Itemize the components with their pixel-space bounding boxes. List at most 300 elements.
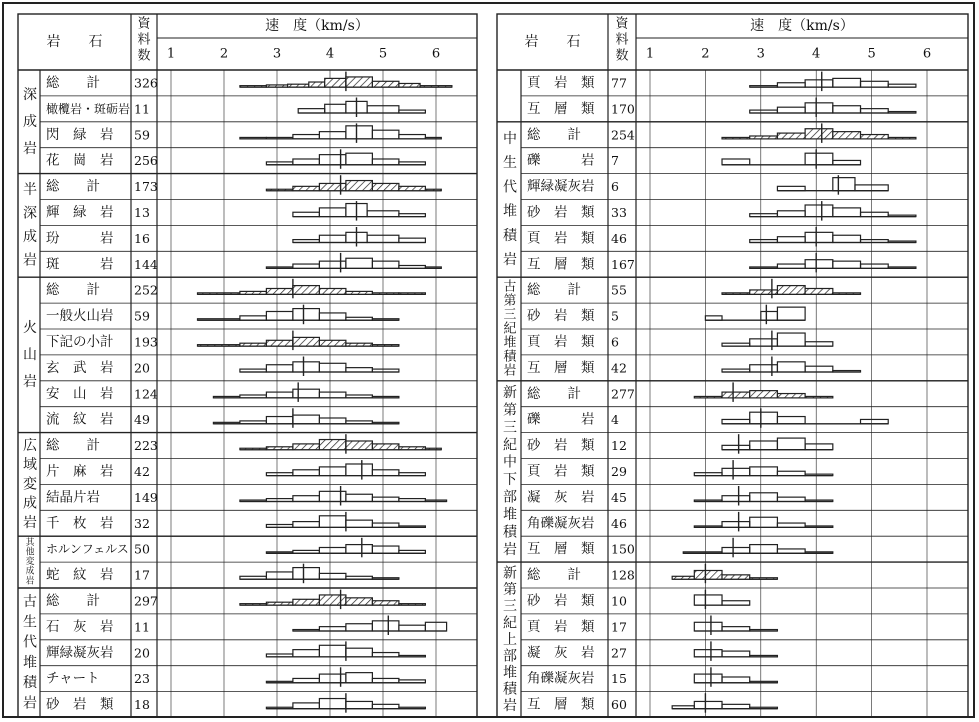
speed-axis-label: 速 度（km/s）	[265, 18, 369, 34]
histogram-bar	[319, 235, 346, 242]
histogram-bar	[240, 291, 267, 294]
count-column-header-char: 資	[615, 16, 629, 32]
x-tick-label: 3	[272, 46, 282, 62]
histogram-bar	[293, 703, 320, 709]
histogram-bar	[399, 135, 426, 139]
histogram-bar	[777, 497, 805, 501]
histogram-bar	[861, 81, 889, 87]
histogram-bar	[266, 288, 293, 294]
group-label-char: 深	[23, 205, 37, 222]
rock-name: 石 灰 岩	[46, 618, 114, 635]
group-label-char: 岩	[503, 697, 517, 714]
sample-count: 297	[134, 593, 158, 609]
rock-name: 砂 岩 類	[46, 696, 114, 713]
rock-name: 蛇 紋 岩	[46, 567, 114, 584]
group-label-char: 古	[503, 279, 517, 295]
sample-count: 5	[611, 308, 619, 324]
histogram-bar	[372, 704, 399, 708]
histogram-bar	[750, 441, 778, 450]
histogram-bar	[266, 552, 293, 553]
histogram-bar	[399, 604, 426, 605]
histogram-bar	[372, 261, 399, 268]
histogram-bar	[722, 137, 750, 138]
histogram-bar	[694, 473, 722, 476]
x-tick-label: 4	[325, 46, 335, 62]
histogram-bar	[240, 316, 267, 320]
histogram-bar	[399, 162, 426, 165]
histogram-bar	[399, 655, 426, 656]
group-label-char: 積	[503, 524, 517, 541]
rock-name: 総 計	[527, 282, 581, 299]
x-tick-label: 6	[922, 46, 932, 62]
histogram-bar	[346, 395, 373, 398]
x-tick-label: 3	[756, 46, 765, 62]
rock-name: 玢 岩	[46, 230, 114, 247]
histogram-bar	[805, 526, 833, 527]
histogram-bar	[683, 552, 722, 553]
rock-name: 総 計	[46, 592, 100, 609]
histogram-bar	[722, 445, 750, 449]
sample-count: 223	[134, 438, 158, 454]
x-tick-label: 1	[645, 46, 655, 62]
group-label-char: 其	[25, 537, 35, 548]
histogram-bar	[750, 214, 778, 217]
group-label-char: 変	[25, 557, 35, 568]
group-label-char: 岩	[23, 252, 37, 269]
rock-name: 互 層 類	[527, 696, 595, 713]
histogram-bar	[372, 470, 399, 476]
count-column-header-char: 数	[137, 48, 151, 64]
group-label-char: 堆	[503, 664, 517, 681]
histogram-bar	[399, 265, 426, 268]
histogram-bar	[694, 622, 722, 631]
histogram-bar	[777, 333, 805, 346]
histogram-bar	[694, 595, 722, 605]
group-label-char: 深	[23, 86, 37, 103]
group-label-char: 生	[503, 155, 517, 172]
group-label-char: 山	[23, 346, 37, 363]
histogram-bar	[293, 599, 320, 605]
histogram-bar	[266, 447, 293, 450]
right-table	[497, 14, 968, 716]
sample-count: 170	[611, 101, 635, 117]
histogram-bar	[750, 339, 778, 346]
group-label-char: 中	[503, 454, 517, 471]
histogram-bar	[293, 496, 320, 502]
group-label-char: 成	[25, 566, 35, 577]
rock-name: 砂 岩 類	[527, 592, 595, 609]
sample-count: 42	[611, 360, 627, 376]
histogram-bar	[346, 545, 373, 554]
histogram-bar	[888, 215, 916, 216]
histogram-bar	[266, 572, 293, 579]
x-tick-label: 2	[701, 46, 710, 62]
histogram-bar	[346, 598, 373, 605]
rock-name: 総 計	[46, 437, 100, 454]
histogram-bar	[319, 595, 346, 605]
rock-name: 頁 岩 類	[527, 618, 595, 635]
histogram-bar	[805, 232, 833, 242]
histogram-bar	[805, 342, 833, 346]
histogram-bar	[266, 311, 293, 320]
sample-count: 128	[611, 567, 635, 583]
rock-name: 一般火山岩	[46, 308, 114, 325]
rock-name: 頁 岩 類	[527, 74, 595, 91]
histogram-bar	[833, 371, 861, 372]
histogram-bar	[346, 153, 373, 165]
sample-count: 45	[611, 489, 627, 505]
histogram-bar	[372, 523, 399, 527]
histogram-bar	[750, 267, 778, 268]
histogram-bar	[319, 573, 346, 579]
histogram-bar	[293, 444, 320, 450]
histogram-bar	[325, 78, 346, 87]
histogram-bar	[750, 290, 778, 294]
group-label-char: 部	[503, 648, 517, 665]
group-label-char: 三	[503, 307, 517, 323]
histogram-bar	[266, 707, 293, 708]
histogram-bar	[777, 107, 805, 113]
rock-name: 総 計	[46, 74, 100, 91]
histogram-bar	[805, 205, 833, 217]
histogram-bar	[372, 653, 399, 657]
histogram-bar	[777, 133, 805, 139]
histogram-bar	[399, 526, 426, 527]
rock-name: 橄欖岩・斑砺岩	[46, 101, 131, 116]
rock-name: 結晶片岩	[46, 489, 100, 506]
rock-name: 角礫凝灰岩	[527, 670, 595, 687]
histogram-bar	[777, 362, 805, 372]
rock-name: 輝 緑 岩	[46, 204, 114, 221]
histogram-bar	[346, 464, 373, 476]
histogram-bar	[861, 419, 889, 423]
group-label-char: 生	[23, 614, 37, 631]
group-label-char: 積	[503, 349, 517, 365]
sample-count: 252	[134, 282, 158, 298]
sample-count: 33	[611, 204, 627, 220]
group-label-char: 堆	[23, 654, 37, 671]
histogram-bar	[266, 524, 293, 527]
histogram-bar	[777, 471, 805, 475]
rock-name: 千 枚 岩	[46, 515, 114, 532]
rock-name: 凝 灰 岩	[527, 644, 595, 661]
group-label-char: 紀	[503, 321, 517, 337]
histogram-bar	[240, 448, 267, 449]
sample-count: 42	[134, 463, 150, 479]
sample-count: 60	[611, 697, 627, 713]
sample-count: 17	[611, 619, 627, 635]
histogram-bar	[399, 680, 426, 683]
histogram-bar	[319, 467, 346, 476]
histogram-bar	[777, 417, 805, 424]
histogram-bar	[319, 183, 346, 190]
histogram-bar	[722, 369, 750, 372]
histogram-bar	[425, 137, 441, 138]
histogram-bar	[346, 701, 373, 708]
histogram-bar	[346, 317, 373, 320]
histogram-bar	[266, 340, 293, 346]
histogram-bar	[240, 604, 267, 605]
histogram-bar	[319, 288, 346, 294]
histogram-bar	[694, 570, 722, 579]
rock-name: 砂 岩 類	[527, 308, 595, 325]
sample-count: 10	[611, 593, 627, 609]
group-label-char: 岩	[23, 514, 37, 531]
histogram-bar	[805, 129, 833, 139]
histogram-bar	[288, 84, 309, 87]
count-column-header-char: 料	[137, 32, 151, 48]
count-column-header-char: 数	[615, 48, 629, 64]
sample-count: 77	[611, 75, 627, 91]
histogram-bar	[319, 261, 346, 268]
histogram-bar	[266, 267, 293, 268]
group-label-char: 三	[503, 419, 517, 436]
histogram-bar	[694, 526, 722, 527]
histogram-bar	[293, 678, 320, 682]
histogram-bar	[266, 681, 293, 682]
group-label-char: 火	[23, 319, 37, 336]
count-column-header-char: 料	[615, 32, 629, 48]
histogram-bar	[750, 110, 778, 113]
histogram-bar	[750, 412, 778, 424]
histogram-bar	[319, 155, 346, 165]
group-label-char: 半	[23, 182, 37, 199]
sample-count: 12	[611, 438, 627, 454]
histogram-bar	[750, 517, 778, 527]
histogram-bar	[372, 81, 399, 87]
histogram-bar	[750, 467, 778, 476]
histogram-bar	[750, 681, 778, 682]
histogram-bar	[293, 568, 320, 580]
histogram-bar	[888, 137, 916, 138]
group-label-char: 岩	[23, 373, 37, 390]
histogram-bar	[346, 441, 373, 450]
group-label-char: 積	[503, 227, 517, 244]
rock-name: 頁 岩 類	[527, 333, 595, 350]
histogram-bar	[372, 345, 399, 346]
group-label-char: 成	[23, 229, 37, 246]
rock-name: 下記の小計	[46, 333, 114, 350]
histogram-bar	[293, 362, 320, 372]
rock-name: 頁 岩 類	[527, 230, 595, 247]
sample-count: 11	[134, 619, 150, 635]
histogram-bar	[420, 86, 452, 87]
group-label-char: 中	[503, 130, 517, 147]
count-column-header-char: 資	[137, 16, 151, 32]
histogram-bar	[240, 500, 267, 501]
histogram-bar	[240, 86, 267, 87]
histogram-bar	[346, 181, 373, 191]
histogram-bar	[777, 549, 805, 553]
group-label-char: 積	[23, 675, 37, 692]
histogram-bar	[319, 208, 346, 217]
group-label-char: 上	[503, 631, 517, 648]
sample-count: 4	[611, 412, 619, 428]
histogram-bar	[833, 293, 861, 294]
histogram-bar	[319, 674, 346, 683]
histogram-bar	[372, 396, 399, 397]
sample-count: 17	[134, 567, 150, 583]
rock-name: 総 計	[46, 282, 100, 299]
histogram-bar	[319, 363, 346, 372]
histogram-bar	[399, 186, 426, 190]
histogram-bar	[346, 648, 373, 657]
histogram-bar	[399, 238, 426, 242]
histogram-bar	[777, 394, 805, 398]
group-label-char: 代	[23, 634, 37, 651]
histogram-bar	[293, 264, 320, 268]
speed-axis-label: 速 度（km/s）	[750, 18, 854, 34]
histogram-bar	[346, 291, 373, 294]
histogram-bar	[777, 438, 805, 450]
histogram-bar	[833, 235, 861, 242]
histogram-bar	[694, 701, 722, 708]
histogram-bar	[833, 78, 861, 87]
sample-count: 11	[134, 101, 150, 117]
sample-count: 23	[134, 671, 150, 687]
group-label-char: 変	[23, 476, 37, 493]
sample-count: 20	[134, 360, 150, 376]
histogram-bar	[399, 473, 426, 476]
sample-count: 50	[134, 541, 150, 557]
histogram-bar	[861, 109, 889, 113]
sample-count: 277	[611, 386, 635, 402]
rock-name: 総 計	[527, 126, 581, 143]
histogram-bar	[293, 186, 320, 190]
histogram-bar	[346, 421, 373, 424]
histogram-bar	[777, 83, 805, 87]
group-label-char: 岩	[23, 140, 37, 157]
histogram-bar	[293, 389, 320, 398]
x-tick-label: 5	[867, 46, 876, 62]
histogram-bar	[372, 293, 399, 294]
rock-name: 砂 岩 類	[527, 204, 595, 221]
histogram-bar	[240, 421, 267, 424]
histogram-bar	[346, 576, 373, 579]
group-label-char: 堆	[503, 507, 517, 524]
histogram-bar	[750, 391, 778, 398]
histogram-bar	[722, 343, 750, 346]
histogram-bar	[309, 82, 325, 87]
histogram-bar	[761, 311, 778, 320]
histogram-bar	[805, 153, 833, 165]
histogram-bar	[346, 258, 373, 268]
group-label-char: 堆	[503, 335, 517, 351]
histogram-bar	[372, 319, 399, 320]
histogram-bar	[346, 494, 373, 501]
histogram-bar	[293, 240, 320, 243]
histogram-bar	[722, 651, 750, 657]
histogram-bar	[805, 80, 833, 87]
histogram-bar	[722, 496, 750, 502]
histogram-bar	[399, 83, 420, 87]
rock-name: 凝 灰 岩	[527, 489, 595, 506]
histogram-bar	[861, 264, 889, 268]
histogram-bar	[805, 366, 833, 372]
rock-name: 互 層 類	[527, 541, 595, 558]
histogram-bar	[372, 678, 399, 682]
group-label-char: 成	[23, 113, 37, 130]
histogram-bar	[266, 417, 293, 424]
histogram-bar	[694, 674, 722, 683]
x-tick-label: 2	[219, 46, 229, 62]
histogram-bar	[722, 627, 750, 631]
histogram-bar	[750, 707, 778, 708]
group-label-char: 他	[25, 547, 35, 558]
histogram-bar	[672, 706, 694, 709]
sample-count: 13	[134, 204, 150, 220]
histogram-bar	[240, 576, 267, 579]
histogram-bar	[722, 419, 750, 423]
histogram-bar	[672, 576, 694, 579]
histogram-bar	[325, 104, 346, 113]
histogram-bar	[346, 624, 373, 631]
x-tick-label: 5	[378, 46, 388, 62]
histogram-bar	[319, 418, 346, 424]
histogram-bar	[266, 473, 293, 476]
rock-name: 互 層 類	[527, 256, 595, 273]
histogram-bar	[888, 112, 916, 113]
sample-count: 59	[134, 127, 150, 143]
rock-name: 輝緑凝灰岩	[527, 178, 595, 195]
histogram-bar	[293, 522, 320, 528]
histogram-bar	[293, 470, 320, 476]
sample-count: 193	[134, 334, 158, 350]
histogram-bar	[293, 650, 320, 657]
rock-name: 斑 岩	[46, 256, 114, 273]
sample-count: 46	[611, 515, 627, 531]
histogram-bar	[293, 337, 320, 346]
histogram-bar	[722, 522, 750, 528]
sample-count: 150	[611, 541, 635, 557]
sample-count: 149	[134, 489, 158, 505]
rock-name: ホルンフェルス	[46, 542, 129, 557]
group-label-char: 三	[503, 598, 517, 615]
group-label-char: 岩	[25, 576, 35, 587]
histogram-bar	[240, 137, 267, 138]
histogram-bar	[399, 707, 426, 708]
histogram-bar	[722, 677, 750, 683]
sample-count: 6	[611, 179, 619, 195]
histogram-bar	[293, 630, 320, 631]
sample-count: 49	[134, 412, 150, 428]
histogram-bar	[399, 293, 426, 294]
histogram-bar	[266, 365, 293, 372]
rock-name: 総 計	[527, 567, 581, 584]
histogram-bar	[399, 550, 426, 553]
histogram-bar	[705, 316, 722, 320]
histogram-bar	[777, 264, 805, 268]
histogram-bar	[266, 189, 293, 190]
rock-name: 砂 岩 類	[527, 437, 595, 454]
histogram-bar	[694, 650, 722, 657]
histogram-bar	[293, 415, 320, 424]
histogram-bar	[198, 319, 240, 320]
histogram-bar	[750, 136, 778, 139]
group-label-char: 広	[23, 438, 37, 455]
histogram-bar	[240, 369, 267, 372]
histogram-bar	[346, 343, 373, 346]
histogram-bar	[805, 500, 833, 501]
histogram-bar	[266, 654, 293, 657]
sample-count: 6	[611, 334, 619, 350]
histogram-bar	[319, 516, 346, 528]
histogram-bar	[319, 645, 346, 657]
group-label-char: 岩	[23, 695, 37, 712]
histogram-bar	[425, 448, 441, 449]
sample-count: 32	[134, 515, 150, 531]
sample-count: 326	[134, 75, 158, 91]
